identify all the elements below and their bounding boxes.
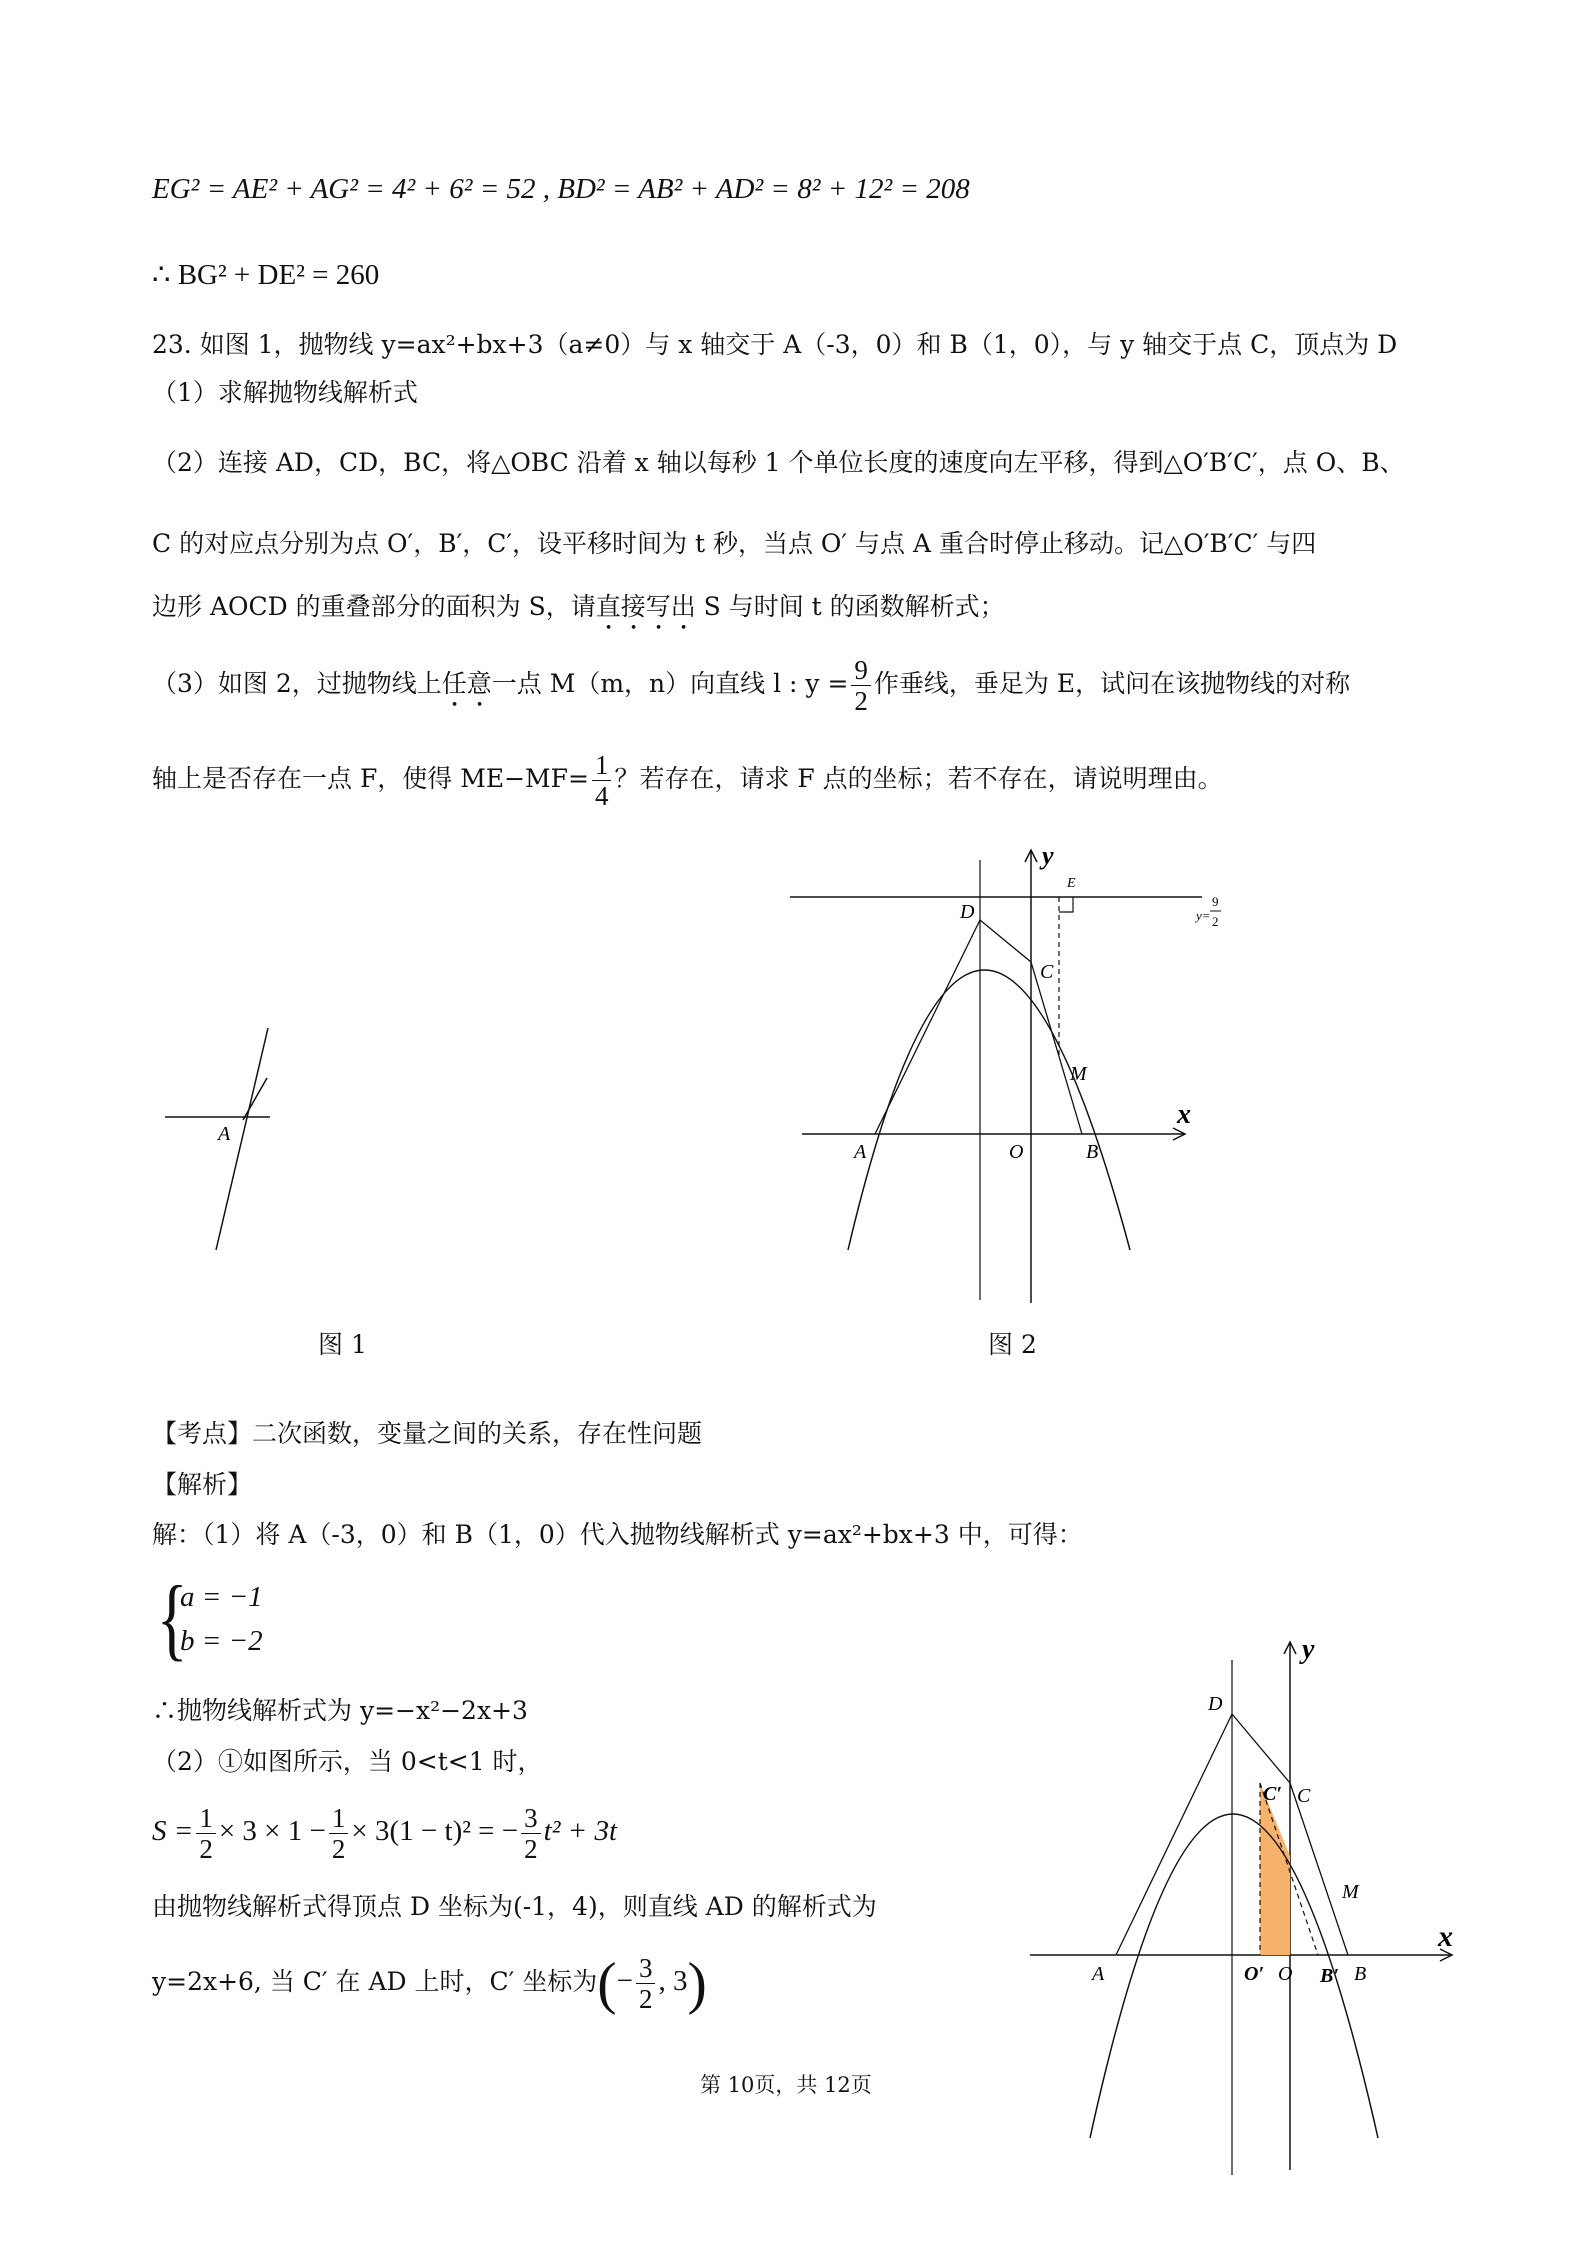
fig2-line-num: 9 <box>1212 894 1219 909</box>
fig3-label-c: C <box>1297 1785 1311 1807</box>
fig2-label-b: B <box>1086 1141 1099 1163</box>
fig2-label-y: y <box>1042 841 1054 870</box>
fraction-three-halves-b: $\frac{3}{2}$ <box>636 1953 656 2014</box>
question-part3-line1 <box>152 653 1350 716</box>
vertex-text: 由抛物线解析式得顶点 D 坐标为(-1，4)，则直线 AD 的解析式为 <box>152 1892 877 1921</box>
fig3-label-y: y <box>1302 1634 1315 1665</box>
question-part2-line3 <box>152 590 1005 636</box>
overlap-region <box>1260 1783 1290 1955</box>
fraction-one-half-a: $\frac{1}{2}$ <box>196 1803 216 1864</box>
fig3-label-x: x <box>1438 1920 1453 1953</box>
figure-1 <box>150 1010 290 1260</box>
fig3-label-b: B <box>1354 1963 1367 1985</box>
part2-text-pre: 边形 AOCD 的重叠部分的面积为 S，请 <box>152 592 596 621</box>
fig3-label-cprime: C′ <box>1263 1783 1282 1805</box>
part2-text-post: S 与时间 t 的函数解析式； <box>695 592 1005 621</box>
parabola-result: ∴抛物线解析式为 y=−x²−2x+3 <box>152 1696 528 1725</box>
fig2-line-den: 2 <box>1212 914 1219 929</box>
part3-text-post: 作垂线，垂足为 E，试问在该抛物线的对称 <box>873 669 1351 698</box>
part3b-text-pre: 轴上是否存在一点 F，使得 ME−MF= <box>152 764 589 793</box>
system-eq-b: b = −2 <box>180 1625 263 1657</box>
part3-emphasis: 任意 <box>441 669 492 698</box>
fraction-three-halves: $\frac{3}{2}$ <box>521 1803 541 1864</box>
question-stem: 23. 如图 1，抛物线 y=ax²+bx+3（a≠0）与 x 轴交于 A（-3，0）和 B（1，0），与 y 轴交于点 C，顶点为 D <box>152 330 1398 359</box>
question-part3-line2 <box>152 748 1223 811</box>
part3-text-mid: 一点 M（m，n）向直线 l : y = <box>491 669 849 698</box>
ad-line-text: y=2x+6, 当 C′ 在 AD 上时，C′ 坐标为(− $\frac{3}{2}$ , 3) <box>152 1950 707 2016</box>
fig2-label-c: C <box>1040 961 1054 983</box>
fig2-label-e: E <box>1067 876 1076 891</box>
solution-part1: 解：（1）将 A（-3，0）和 B（1，0）代入抛物线解析式 y=ax²+bx+3 中，可得： <box>152 1520 1083 1549</box>
area-formula: S = $\frac{1}{2}$ × 3 × 1 − $\frac{1}{2}$ × 3(1 − t)² = − $\frac{3}{2}$ t² + 3t <box>152 1802 618 1864</box>
fig2-label-d: D <box>960 901 975 923</box>
fig3-label-d: D <box>1208 1693 1223 1715</box>
equation-eg-bd: EG² = AE² + AG² = 4² + 6² = 52 , BD² = AB² + AD² = 8² + 12² = 208 <box>152 173 970 205</box>
page-footer: 第 10页，共 12页 <box>700 2073 872 2097</box>
figure-3 <box>1020 1630 1490 2175</box>
fraction-one-quarter: $\frac{1}{4}$ <box>592 750 612 811</box>
figure-1-caption: 图 1 <box>318 1330 367 1359</box>
figure-2-caption: 图 2 <box>988 1330 1037 1359</box>
fig3-label-m: M <box>1342 1881 1359 1903</box>
fig2-label-x: x <box>1177 1099 1191 1130</box>
fraction-one-half-b: $\frac{1}{2}$ <box>329 1803 349 1864</box>
equation-sum: ∴ BG² + DE² = 260 <box>152 259 380 291</box>
fraction-nine-halves: $\frac{9}{2}$ <box>851 655 871 716</box>
part3b-text-post: ？若存在，请求 F 点的坐标；若不存在，请说明理由。 <box>614 764 1223 793</box>
kaodian: 【考点】二次函数，变量之间的关系，存在性问题 <box>152 1419 703 1448</box>
fig2-label-m: M <box>1070 1063 1087 1085</box>
fig3-label-o: O <box>1278 1963 1293 1985</box>
brace-icon: { <box>156 1567 188 1669</box>
question-part2-line2: C 的对应点分别为点 O′，B′，C′，设平移时间为 t 秒，当点 O′ 与点 A 重合时停止移动。记△O′B′C′ 与四 <box>152 529 1317 558</box>
fig1-label-a: A <box>218 1123 231 1145</box>
jiexi-heading: 【解析】 <box>152 1470 253 1499</box>
system-eq-a: a = −1 <box>180 1581 263 1613</box>
part3-text-pre: （3）如图 2，过抛物线上 <box>152 669 442 698</box>
fig3-label-a: A <box>1092 1963 1105 1985</box>
part2-emphasis: 直接写出 <box>595 592 696 621</box>
fig3-label-bprime: B′ <box>1320 1965 1339 1987</box>
question-part2-line1: （2）连接 AD，CD，BC，将△OBC 沿着 x 轴以每秒 1 个单位长度的速度向左平移，得到△O′B′C′，点 O、B、 <box>152 448 1405 477</box>
fig2-label-a: A <box>854 1141 867 1163</box>
left-paren-icon: ( <box>597 1950 617 2016</box>
case-t-range: （2）①如图所示，当 0<t<1 时， <box>152 1747 543 1776</box>
fig2-label-o: O <box>1009 1141 1024 1163</box>
right-paren-icon: ) <box>687 1950 707 2016</box>
fig2-line-label: y= <box>1196 908 1211 923</box>
figure-2 <box>790 840 1230 1315</box>
fig3-label-oprime: O′ <box>1244 1963 1265 1985</box>
question-part1: （1）求解抛物线解析式 <box>152 378 418 407</box>
